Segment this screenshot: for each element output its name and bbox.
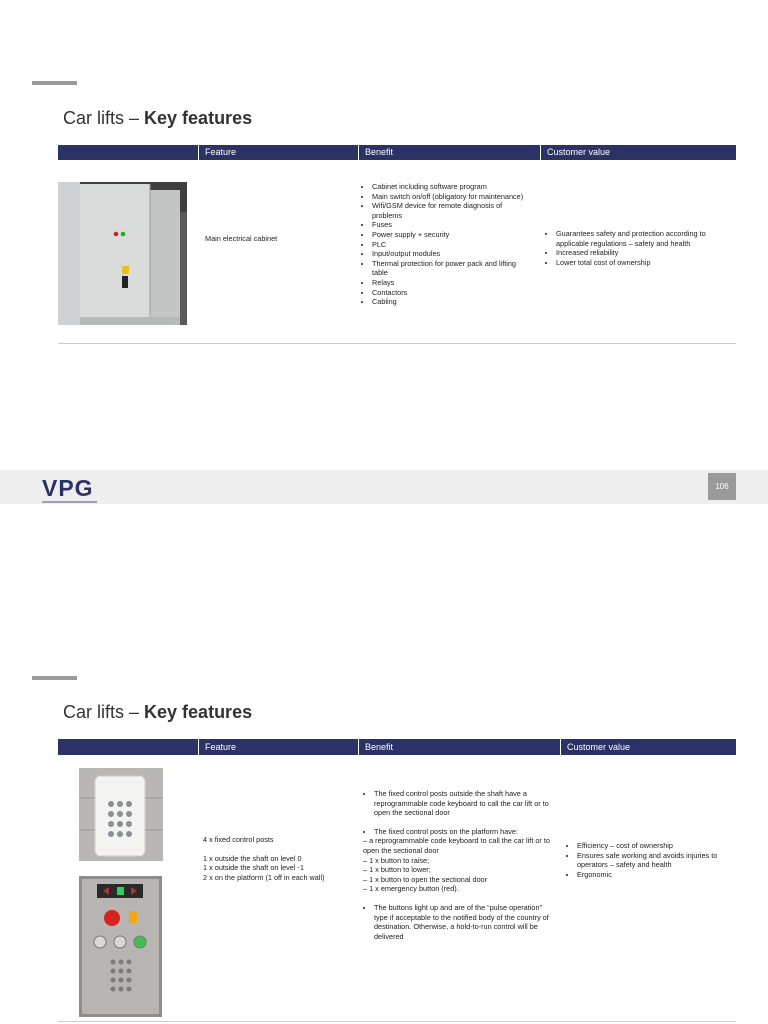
header-feature: Feature <box>198 145 358 160</box>
accent-bar <box>32 81 77 85</box>
table-bottom-rule <box>58 1021 736 1022</box>
accent-bar <box>32 676 77 680</box>
list-item: • The fixed control posts outside the shaft have a reprogrammable code keyboard to call the car lift or to open the sectional door <box>374 789 553 818</box>
slide-106 <box>0 0 768 470</box>
benefit-subline: – a reprogrammable code keyboard to call the car lift or to open the sectional door <box>363 836 550 855</box>
list-item: • Cabinet including software program <box>372 182 533 192</box>
feature-main-electrical-cabinet: Main electrical cabinet <box>205 234 278 243</box>
list-item: • Wifi/GSM device for remote diagnosis of problems <box>372 201 533 220</box>
list-item: • PLC <box>372 240 533 250</box>
list-item: • Ergonomic <box>577 870 734 880</box>
customer-value-list <box>545 229 725 267</box>
list-item: • Lower total cost of ownership <box>556 258 725 268</box>
list-item: • Efficiency – cost of ownership <box>577 841 734 851</box>
header-customer-value: Customer value <box>560 739 736 755</box>
list-item: • The buttons light up and are of the “pulse operation” type if acceptable to the notified body of the country of destination. Otherwise, a hold-to-run control will be delivered <box>374 903 553 941</box>
keypad-photo <box>79 768 163 861</box>
slide-footer <box>0 470 768 504</box>
list-item: • Increased reliability <box>556 248 725 258</box>
feature-line: 1 x outside the shaft on level -1 <box>203 863 305 873</box>
vpg-logo: VPG <box>42 477 97 503</box>
table-header <box>58 145 736 160</box>
feature-line: 1 x outside the shaft on level 0 <box>203 853 302 863</box>
benefit-list <box>363 789 553 941</box>
list-item: • Power supply + security <box>372 230 533 240</box>
header-feature: Feature <box>198 739 358 755</box>
list-item: • Guarantees safety and protection according to applicable regulations – safety and health <box>556 229 725 248</box>
header-benefit: Benefit <box>358 739 560 755</box>
list-item: • Cabling <box>372 297 533 307</box>
benefit-subline: – 1 x button to lower; <box>363 865 431 875</box>
table-header <box>58 739 736 755</box>
list-item: • Input/output modules <box>372 249 533 259</box>
slide-title: Car lifts – Key features <box>63 702 253 722</box>
benefit-subline: – 1 x emergency button (red). <box>363 884 459 894</box>
list-item: • The fixed control posts on the platform have: <box>374 827 553 837</box>
feature-line: 2 x on the platform (1 off in each wall) <box>203 872 325 882</box>
list-item: • Relays <box>372 278 533 288</box>
slide-107 <box>0 505 768 1024</box>
control-panel-photo <box>79 876 162 1017</box>
header-benefit: Benefit <box>358 145 540 160</box>
header-customer-value: Customer value <box>540 145 736 160</box>
page-number: 106 <box>708 473 736 500</box>
slide-title: Car lifts – Key features <box>63 108 253 128</box>
benefit-subline: – 1 x button to open the sectional door <box>363 874 488 884</box>
benefit-subline: – 1 x button to raise; <box>363 855 430 865</box>
customer-value-list <box>566 841 734 879</box>
benefit-list <box>361 182 533 307</box>
list-item: • Main switch on/off (obligatory for maintenance) <box>372 192 533 202</box>
electrical-cabinet-photo <box>58 182 187 325</box>
table-bottom-rule <box>58 343 736 344</box>
list-item: • Fuses <box>372 220 533 230</box>
list-item: • Ensures safe working and avoids injuries to operators – safety and health <box>577 851 734 870</box>
list-item: • Contactors <box>372 288 533 298</box>
list-item: • Thermal protection for power pack and lifting table <box>372 259 533 278</box>
feature-fixed-control-posts: 4 x fixed control posts 1 x outside the shaft on level 0 1 x outside the shaft on level -1 2 x on the platform (1 off in each wall) <box>203 835 325 882</box>
